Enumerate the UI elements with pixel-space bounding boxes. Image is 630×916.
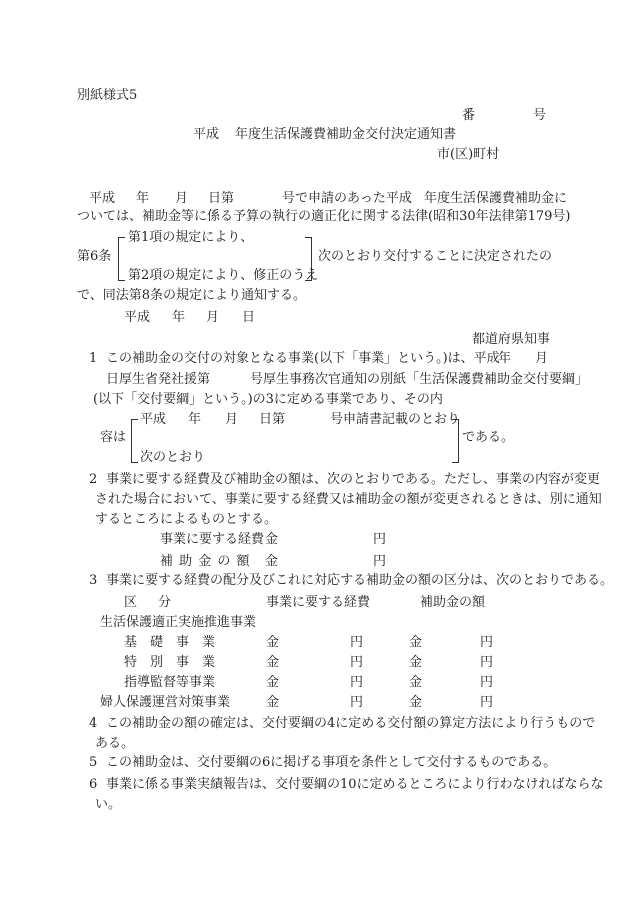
item3-header-subsidy: 補助金の額 xyxy=(420,595,486,610)
date-year: 年 xyxy=(172,310,186,325)
item3-row-label: 指導監督等事業 xyxy=(124,675,216,690)
item2-row-kin: 金 xyxy=(265,532,279,547)
item3-row-y2: 円 xyxy=(480,695,494,710)
item3-row-y2: 円 xyxy=(480,675,494,690)
item1-prefix: 容は xyxy=(100,430,127,445)
item1-line2a: 日厚生省発社援第 xyxy=(106,372,211,387)
item1-line2b: 号厚生事務次官通知の別紙「生活保護費補助金交付要綱」 xyxy=(250,372,589,387)
item4-line2: ある。 xyxy=(95,736,135,751)
intro-text-b: 年度生活保護費補助金に xyxy=(424,191,568,206)
item3-group: 生活保護適正実施推進事業 xyxy=(100,615,257,630)
article: 第6条 xyxy=(77,249,112,264)
intro-line2: ついては、補助金等に係る予算の執行の適正化に関する法律(昭和30年法律第179号) xyxy=(77,209,571,224)
item2-row-yen: 円 xyxy=(373,554,387,569)
intro-year: 年 xyxy=(136,191,150,206)
item1-opt1-month: 月 xyxy=(225,412,239,427)
intro-text-a: 号で申請のあった平成 xyxy=(282,191,412,206)
item3-row-y1: 円 xyxy=(350,635,364,650)
sender: 都道府県知事 xyxy=(472,332,551,347)
form-label: 別紙様式5 xyxy=(77,88,138,103)
item3-header-cost: 事業に要する経費 xyxy=(266,595,371,610)
item6-num: 6 xyxy=(89,777,98,792)
item4-num: 4 xyxy=(89,716,98,731)
option-2: 第2項の規定により、修正のうえ xyxy=(128,268,319,283)
bracket-left xyxy=(118,237,125,281)
item3-row-k2: 金 xyxy=(409,655,423,670)
item2-num: 2 xyxy=(89,472,98,487)
intro-line4: で、同法第8条の規定により通知する。 xyxy=(77,288,307,303)
item1-opt2: 次のとおり xyxy=(140,450,206,465)
item3-row-k2: 金 xyxy=(409,675,423,690)
option-1: 第1項の規定により、 xyxy=(128,230,254,245)
item3-text: 事業に要する経費の配分及びこれに対応する補助金の額の区分は、次のとおりである。 xyxy=(106,573,614,588)
item5-line1: この補助金は、交付要綱の6に掲げる事項を条件として交付するものである。 xyxy=(106,755,557,770)
item3-row-y1: 円 xyxy=(350,695,364,710)
item3-row-k1: 金 xyxy=(266,695,280,710)
item3-row-y1: 円 xyxy=(350,675,364,690)
item2-line1: 事業に要する経費及び補助金の額は、次のとおりである。ただし、事業の内容が変更 xyxy=(106,472,601,487)
item1-num: 1 xyxy=(89,351,98,366)
item3-row-y2: 円 xyxy=(480,635,494,650)
item3-header-bun: 分 xyxy=(158,595,172,610)
item6-line2: い。 xyxy=(95,797,122,812)
item2-line2: された場合において、事業に要する経費又は補助金の額が変更されるときは、別に通知 xyxy=(95,492,602,507)
item3-row-label: 特 別 事 業 xyxy=(124,655,216,670)
item1-line1: この補助金の交付の対象となる事業(以下「事業」という。)は、平成 xyxy=(106,351,500,366)
item6-line1: 事業に係る事業実績報告は、交付要綱の10に定めるところにより行わなければならな xyxy=(106,777,604,792)
intro-era: 平成 xyxy=(89,191,116,206)
item2-row-kin: 金 xyxy=(265,554,279,569)
item2-row-label: 事業に要する経費 xyxy=(160,532,265,547)
item3-row-k2: 金 xyxy=(409,695,423,710)
item3-row-label: 婦人保護運営対策事業 xyxy=(100,695,231,710)
document-title: 年度生活保護費補助金交付決定通知書 xyxy=(235,127,457,142)
item2-line3: するところによるものとする。 xyxy=(95,512,278,527)
item1-opt1-text: 号申請書記載のとおり xyxy=(330,412,461,427)
item3-row-y2: 円 xyxy=(480,655,494,670)
item3-num: 3 xyxy=(89,573,98,588)
item1-month: 月 xyxy=(535,351,549,366)
item1-opt1-day: 日第 xyxy=(259,412,286,427)
bracket2-left xyxy=(131,419,138,463)
item1-opt1-year: 年 xyxy=(188,412,202,427)
title-era: 平成 xyxy=(193,127,220,142)
intro-day: 日第 xyxy=(208,191,235,206)
item3-header-ku: 区 xyxy=(124,595,138,610)
item3-row-y1: 円 xyxy=(350,655,364,670)
item1-year: 年 xyxy=(498,351,512,366)
item3-row-k1: 金 xyxy=(266,635,280,650)
item3-row-label: 基 礎 事 業 xyxy=(124,635,216,650)
item5-num: 5 xyxy=(89,755,98,770)
number-label: 番 xyxy=(462,108,476,123)
item2-row-yen: 円 xyxy=(373,532,387,547)
item3-row-k1: 金 xyxy=(266,675,280,690)
date-era: 平成 xyxy=(124,310,151,325)
item1-opt1-era: 平成 xyxy=(140,412,167,427)
item2-row-label: 補 助 金 の 額 xyxy=(160,554,251,569)
recipient: 市(区)町村 xyxy=(437,147,500,162)
date-month: 月 xyxy=(206,310,220,325)
item1-line3: (以下「交付要綱」という。)の3に定める事業であり、その内 xyxy=(93,392,443,407)
number-suffix: 号 xyxy=(533,108,547,123)
date-day: 日 xyxy=(242,310,256,325)
item1-suffix: である。 xyxy=(462,430,515,445)
item3-row-k1: 金 xyxy=(266,655,280,670)
intro-after: 次のとおり交付することに決定されたの xyxy=(318,249,553,264)
item3-row-k2: 金 xyxy=(409,635,423,650)
intro-month: 月 xyxy=(175,191,189,206)
item4-line1: この補助金の額の確定は、交付要綱の4に定める交付額の算定方法により行うもので xyxy=(106,716,596,731)
